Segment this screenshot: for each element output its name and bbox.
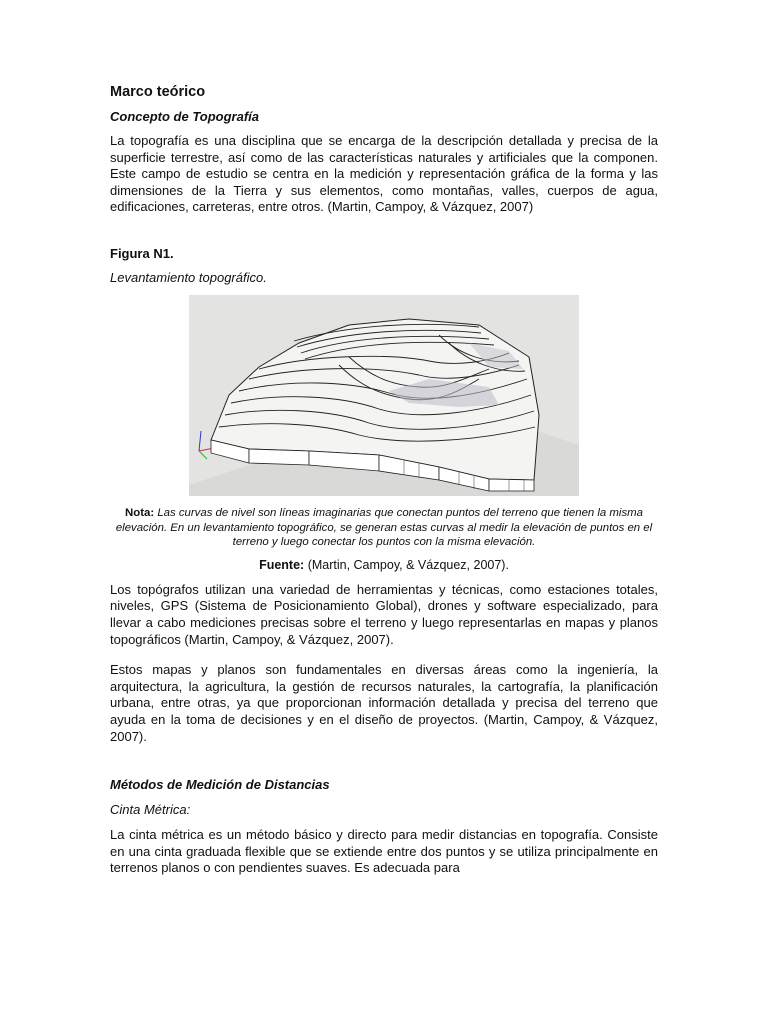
source-label: Fuente: [259,557,305,572]
note-label: Nota: [125,506,155,519]
paragraph-cinta-metrica: La cinta métrica es un método básico y directo para medir distancias en topografía. Consiste en una cinta graduada flexible que se extiende entre dos puntos y se utiliza principalmente en terrenos planos o con pendientes suaves. Es adecuada para [110,827,658,876]
topographic-survey-image [189,295,579,496]
figure-label: Figura N1. [110,245,174,261]
paragraph-herramientas: Los topógrafos utilizan una variedad de herramientas y técnicas, como estaciones totales, niveles, GPS (Sistema de Posicionamiento Global), drones y software especializado, para llevar a cabo mediciones precisas sobre el terreno y luego representarlas en mapas y planos topográficos (Martin, Campoy, & Vázquez, 2007). [110,581,658,647]
paragraph-mapas-planos: Estos mapas y planos son fundamentales en diversas áreas como la ingeniería, la arquitectura, la agricultura, la gestión de recursos naturales, la cartografía, la planificación urbana, entre otras, ya que proporcionan información detallada y precisa del terreno que ayuda en la toma de decisiones y en el diseño de proyectos. (Martin, Campoy, & Vázquez, 2007). [110,662,658,744]
figure-title: Levantamiento topográfico. [110,269,267,285]
section-heading-metodos: Métodos de Medición de Distancias [110,777,330,793]
note-text: Las curvas de nivel son líneas imaginarias que conectan puntos del terreno que tienen la misma elevación. En un levantamiento topográfico, se generan estas curvas al medir la elevación de puntos en el terreno y luego conectar los puntos con la misma elevación. [115,506,653,549]
terrain-model-illustration [189,295,579,496]
paragraph-topografia-definicion: La topografía es una disciplina que se encarga de la descripción detallada y precisa de la superficie terrestre, así como de las características naturales y artificiales que la componen. Este campo de estudio se centra en la medición y representación gráfica de la forma y las dimensiones de la Tierra y sus elementos, como montañas, valles, cuerpos de agua, edificaciones, carreteras, entre otros. (Martin, Campoy, & Vázquez, 2007) [110,133,658,215]
figure-note [110,506,658,550]
document-body [110,84,658,891]
section-heading-marco-teorico: Marco teórico [110,84,206,100]
source-text: (Martin, Campoy, & Vázquez, 2007). [307,557,509,572]
subheading-concepto-topografia: Concepto de Topografía [110,109,260,124]
figure-source [110,558,658,572]
subheading-cinta-metrica: Cinta Métrica: [110,802,191,818]
